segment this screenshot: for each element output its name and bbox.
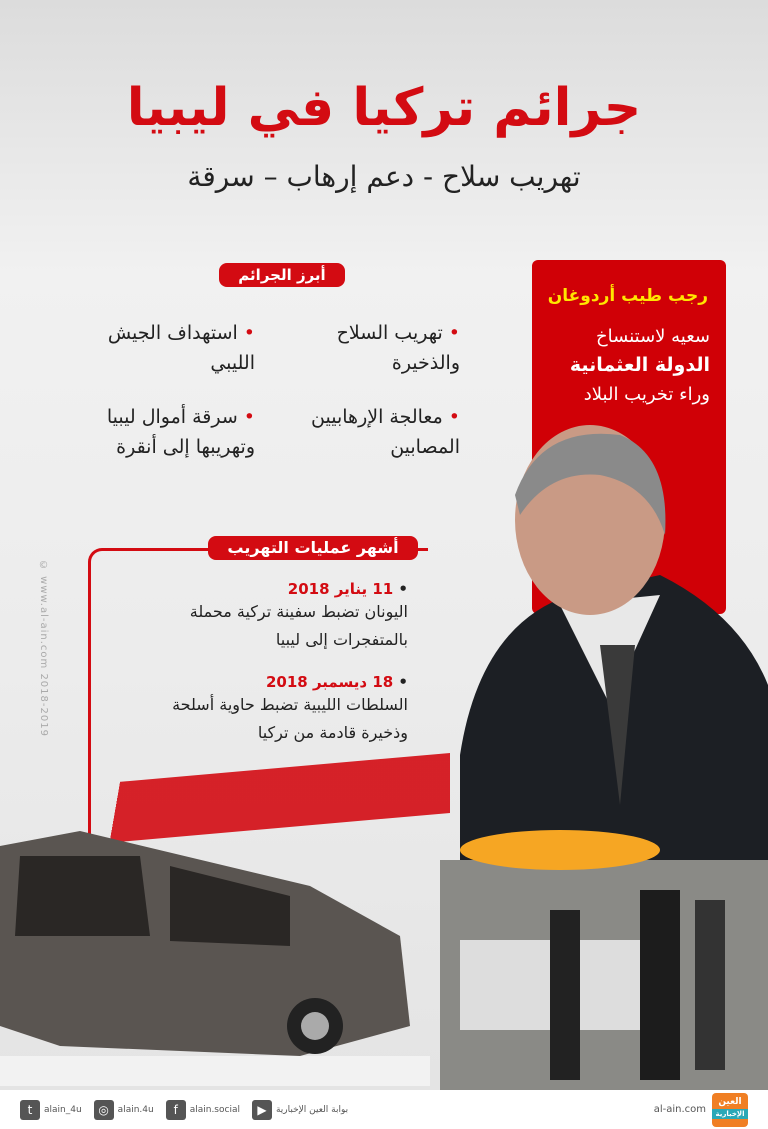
bullet-icon: •	[448, 322, 460, 344]
watermark: © www.al-ain.com 2018-2019	[38, 560, 49, 737]
social-instagram[interactable]: ◎ alain.4u	[94, 1100, 154, 1120]
op-date: • 11 يناير 2018	[287, 580, 408, 598]
crime-item: •سرقة أموال ليبيا وتهريبها إلى أنقرة	[106, 406, 255, 458]
smuggling-op	[170, 580, 408, 654]
social-facebook[interactable]: f alain.social	[166, 1100, 240, 1120]
title: جرائم تركيا في ليبيا	[126, 78, 642, 138]
bullet-icon: •	[243, 322, 255, 344]
crime-item: •استهداف الجيش الليبي	[107, 322, 255, 374]
twitter-icon: t	[20, 1100, 40, 1120]
bullet-icon: •	[448, 406, 460, 428]
crimes-label: أبرز الجرائم	[219, 263, 345, 287]
social-youtube[interactable]: ▶ بوابة العين الإخبارية	[252, 1100, 348, 1120]
social-twitter[interactable]: t alain_4u	[20, 1100, 82, 1120]
smuggling-op	[170, 673, 408, 747]
erdogan-name: رجب طيب أردوغان	[547, 286, 708, 306]
al-ain-logo: العين الإخبارية	[712, 1093, 748, 1127]
facebook-icon: f	[166, 1100, 186, 1120]
smuggling-label: أشهر عمليات التهريب	[208, 536, 418, 560]
burned-car-photo	[0, 826, 430, 1086]
instagram-icon: ◎	[94, 1100, 114, 1120]
subtitle: تهريب سلاح - دعم إرهاب – سرقة	[187, 160, 581, 193]
youtube-icon: ▶	[252, 1100, 272, 1120]
footer	[0, 1090, 768, 1129]
crime-item: •معالجة الإرهابيين المصابين	[311, 406, 460, 458]
op-text: السلطات الليبية تضبط حاوية أسلحة وذخيرة قادمة من تركيا	[172, 695, 408, 742]
bullet-icon: •	[243, 406, 255, 428]
crime-item: •تهريب السلاح والذخيرة	[336, 322, 460, 374]
erdogan-description: سعيه لاستنساخ الدولة العثمانية وراء تخريب البلاد	[569, 326, 710, 405]
site-link[interactable]: al-ain.com	[653, 1104, 706, 1115]
op-date: • 18 ديسمبر 2018	[266, 673, 408, 691]
fighters-photo	[440, 820, 768, 1090]
op-text: اليونان تضبط سفينة تركية محملة بالمتفجرات إلى ليبيا	[189, 602, 408, 649]
